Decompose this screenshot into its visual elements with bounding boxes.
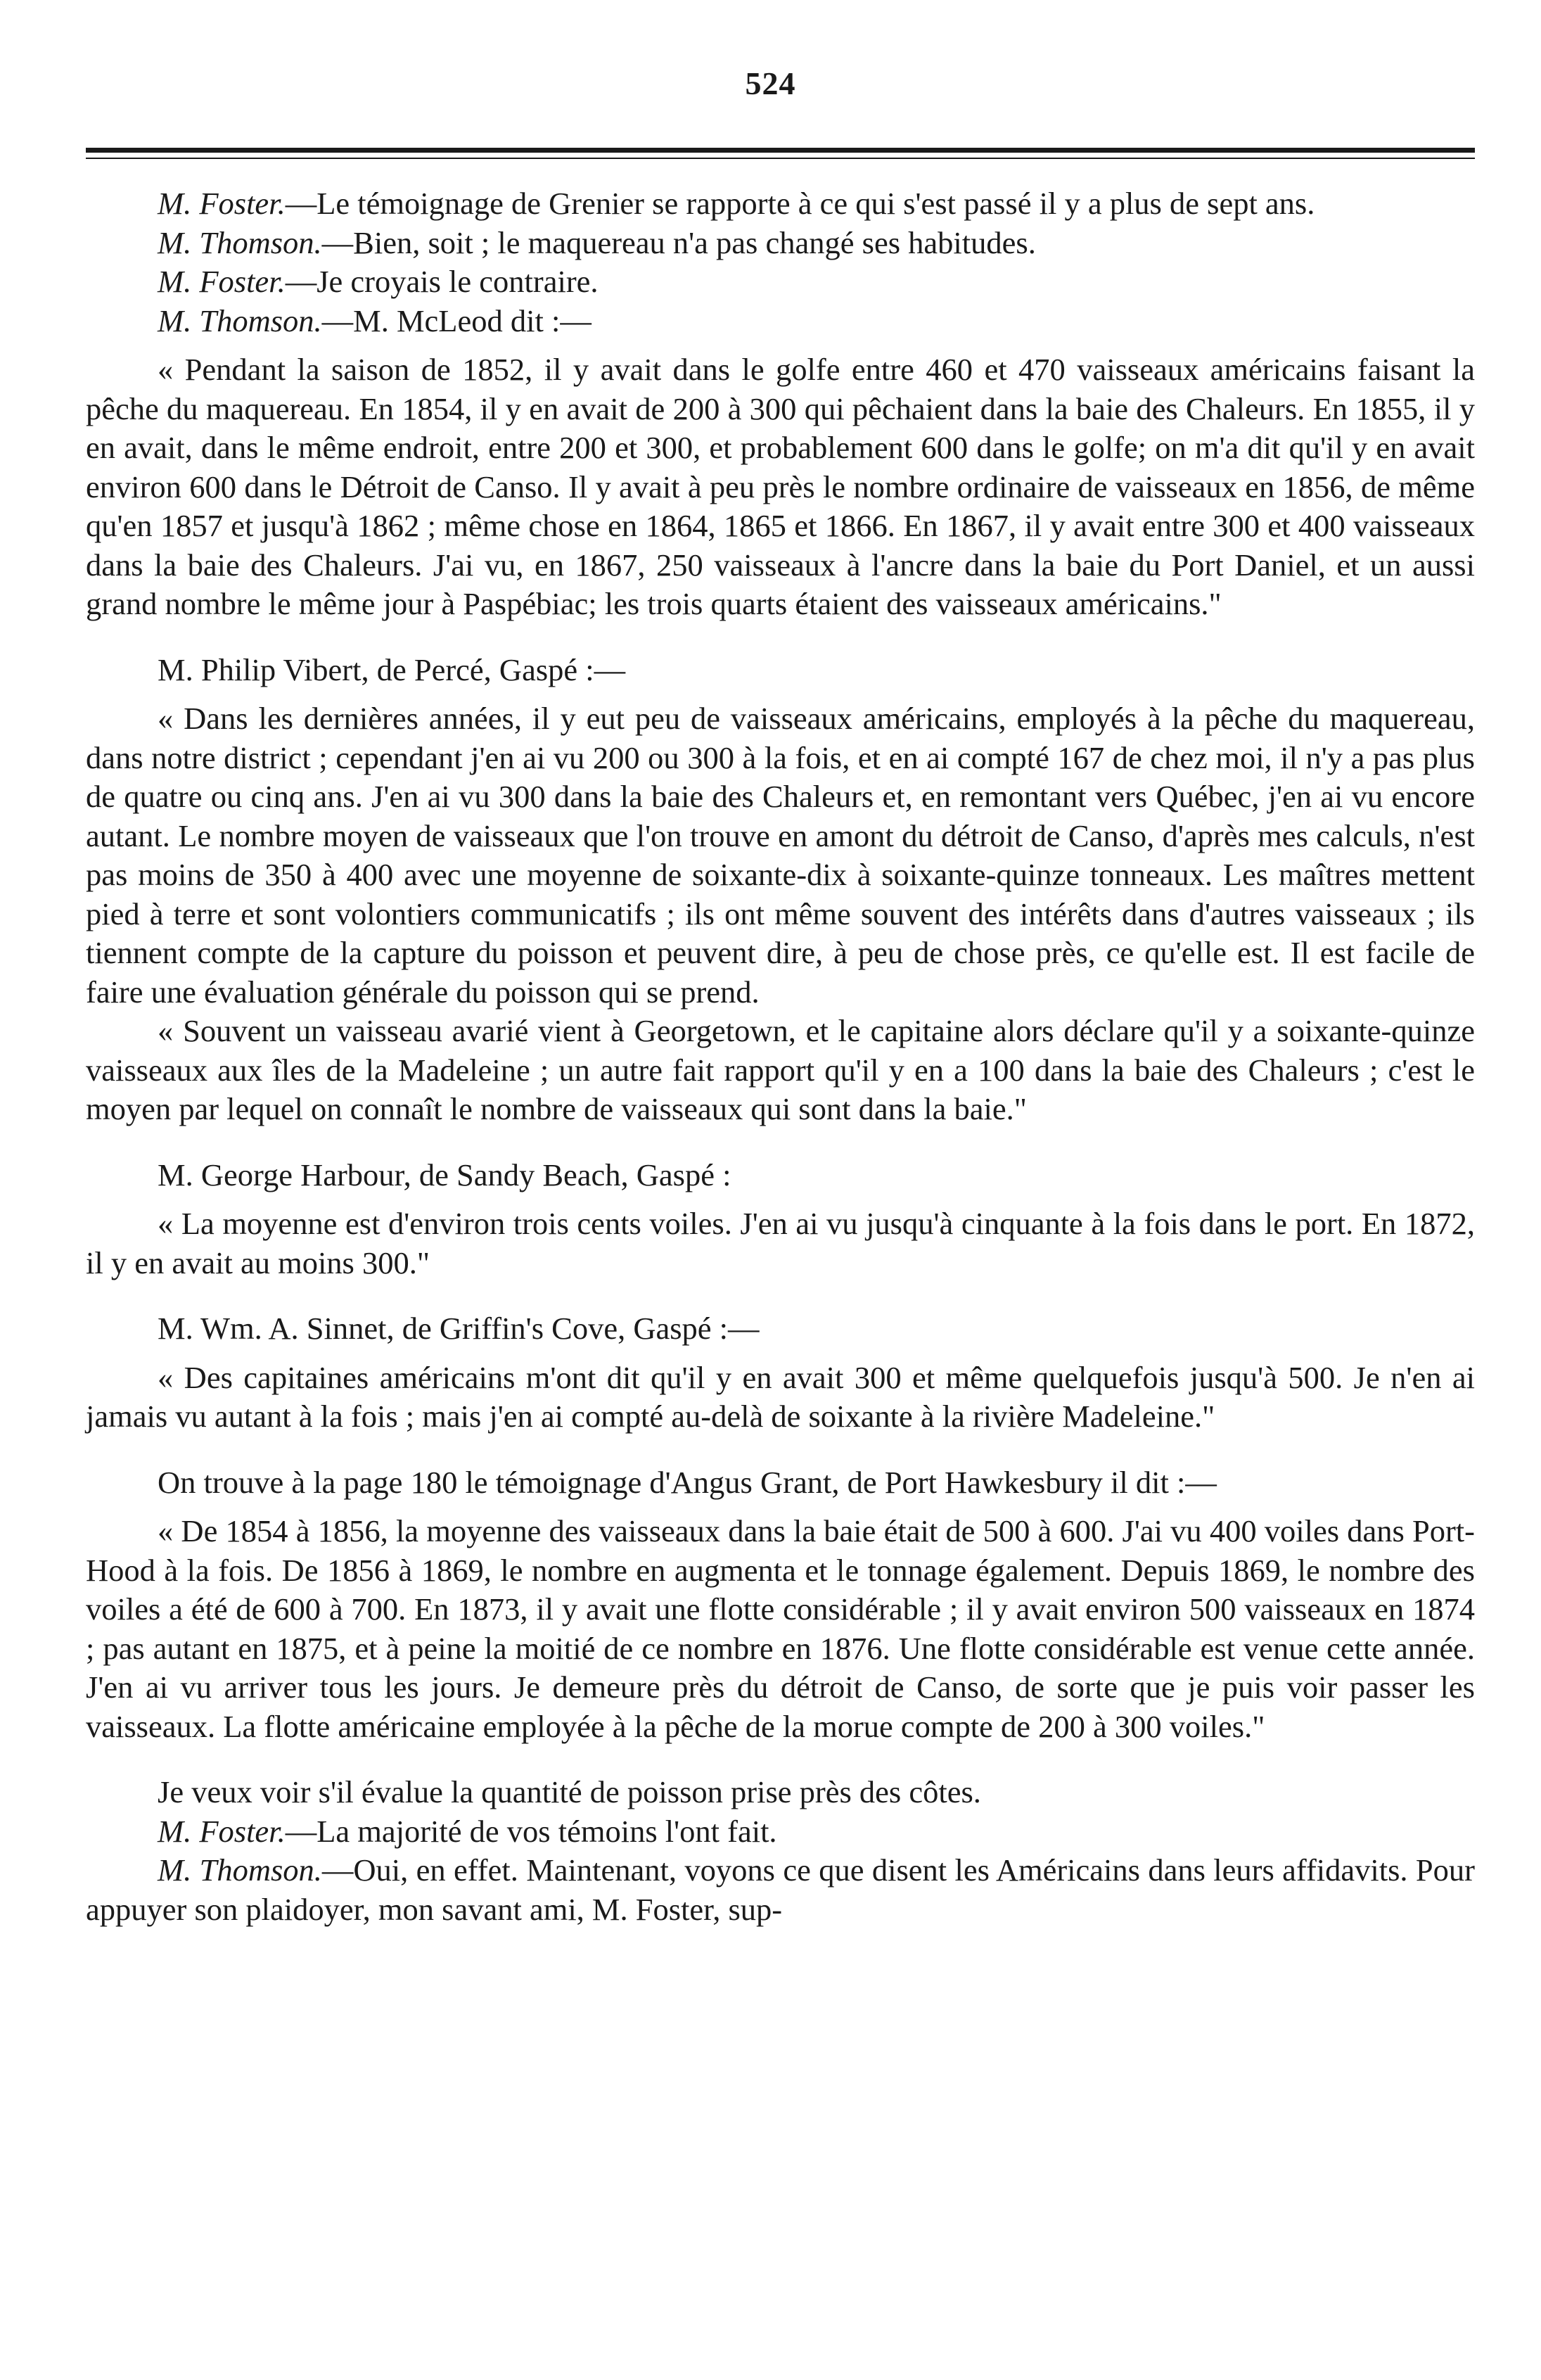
quote-vibert-1: « Dans les dernières années, il y eut peu de vaisseaux américains, employés à la pêche du maquereau, dans notre district ; cependant j'en ai vu 200 ou 300 à la fois, et en ai compté 167 de chez moi, il n'y a pas plus de quatre ou cinq ans. J'en ai vu 300 dans la baie des Chaleurs et, en remontant vers Québec, j'en ai vu encore autant. Le nombre moyen de vaisseaux que l'on trouve en amont du détroit de Canso, d'après mes calculs, n'est pas moins de 350 à 400 avec une moyenne de soixante-dix à soixante-quinze tonneaux. Les maîtres mettent pied à terre et sont volontiers communicatifs ; ils ont même souvent des intérêts dans d'autres vaisseaux ; ils tiennent compte de la capture du poisson et peuvent dire, à peu de chose près, ce qu'elle est. Il est facile de faire une évaluation générale du poisson qui se prend. [86,701,1475,1010]
paragraph-foster-1 [86,184,1475,224]
speaker-name: M. Foster. [158,1813,286,1849]
speaker-name: M. Foster. [158,264,286,299]
paragraph-thomson-1 [86,224,1475,263]
paragraph-thomson-2 [86,302,1475,341]
paragraph-text: —La majorité de vos témoins l'ont fait. [285,1813,777,1849]
intro-harbour: M. George Harbour, de Sandy Beach, Gaspé : [158,1157,731,1192]
quote-mcleod: « Pendant la saison de 1852, il y avait dans le golfe entre 460 et 470 vaisseaux américains faisant la pêche du maquereau. En 1854, il y en avait de 200 à 300 qui pêchaient dans la baie des Chaleurs. En 1855, il y en avait, dans le même endroit, entre 200 et 300, et probablement 600 dans le golfe; on m'a dit qu'il y en avait environ 600 dans le Détroit de Canso. Il y avait à peu près le nombre ordinaire de vaisseaux en 1856, de même qu'en 1857 et jusqu'à 1862 ; même chose en 1864, 1865 et 1866. En 1867, il y avait entre 300 et 400 vaisseaux dans la baie des Chaleurs. J'ai vu, en 1867, 250 vaisseaux à l'ancre dans la baie du Port Daniel, et un aussi grand nombre le même jour à Paspébiac; les trois quarts étaient des vaisseaux américains." [86,352,1475,621]
paragraph-foster-3 [86,1812,1475,1852]
paragraph-text: —Oui, en effet. Maintenant, voyons ce que disent les Américains dans leurs affidavits. Pour appuyer son plaidoyer, mon savant ami, M. Foster, sup- [86,1852,1475,1927]
speaker-name: M. Thomson. [158,224,322,260]
intro-grant: On trouve à la page 180 le témoignage d'Angus Grant, de Port Hawkesbury il dit :— [158,1464,1217,1500]
paragraph-text: —Le témoignage de Grenier se rapporte à ce qui s'est passé il y a plus de sept ans. [285,186,1315,221]
paragraph-text: —Je croyais le contraire. [285,264,599,299]
quote-harbour: « La moyenne est d'environ trois cents voiles. J'en ai vu jusqu'à cinquante à la fois dans le port. En 1872, il y en avait au moins 300." [86,1206,1475,1280]
speaker-name: M. Thomson. [158,1852,322,1888]
intro-sinnet: M. Wm. A. Sinnet, de Griffin's Cove, Gaspé :— [158,1311,760,1346]
paragraph-text: —M. McLeod dit :— [321,303,592,338]
speaker-name: M. Foster. [158,186,286,221]
paragraph-foster-2 [86,262,1475,302]
paragraph-text: —Bien, soit ; le maquereau n'a pas changé ses habitudes. [321,224,1036,260]
intro-vibert: M. Philip Vibert, de Percé, Gaspé :— [158,651,626,687]
header-rule-thick [86,148,1475,153]
quote-sinnet: « Des capitaines américains m'ont dit qu'il y en avait 300 et même quelquefois jusqu'à 500. Je n'en ai jamais vu autant à la fois ; mais j'en ai compté au-delà de soixante à la rivière Madeleine." [86,1359,1475,1434]
header-rule-thin [86,158,1475,159]
quote-grant: « De 1854 à 1856, la moyenne des vaisseaux dans la baie était de 500 à 600. J'ai vu 400 voiles dans Port-Hood à la fois. De 1856 à 1869, le nombre en augmenta et le tonnage également. Depuis 1869, le nombre des voiles a été de 600 à 700. En 1873, il y avait une flotte considérable ; il y avait environ 500 vaisseaux en 1874 ; pas autant en 1875, et à peine la moitié de ce nombre en 1876. Une flotte considérable est venue cette année. J'en ai vu arriver tous les jours. Je demeure près du détroit de Canso, de sorte que je puis voir passer les vaisseaux. La flotte américaine employée à la pêche de la morue compte de 200 à 300 voiles." [86,1513,1475,1744]
paragraph-thomson-3 [86,1851,1475,1929]
body-text [86,184,1475,1929]
speaker-name: M. Thomson. [158,303,322,338]
page-number: 524 [745,65,796,101]
paragraph-evaluation: Je veux voir s'il évalue la quantité de poisson prise près des côtes. [158,1774,981,1809]
quote-vibert-2: « Souvent un vaisseau avarié vient à Georgetown, et le capitaine alors déclare qu'il y a soixante-quinze vaisseaux aux îles de la Madeleine ; un autre fait rapport qu'il y en a 100 dans la baie des Chaleurs ; c'est le moyen par lequel on connaît le nombre de vaisseaux qui sont dans la baie." [86,1013,1475,1126]
